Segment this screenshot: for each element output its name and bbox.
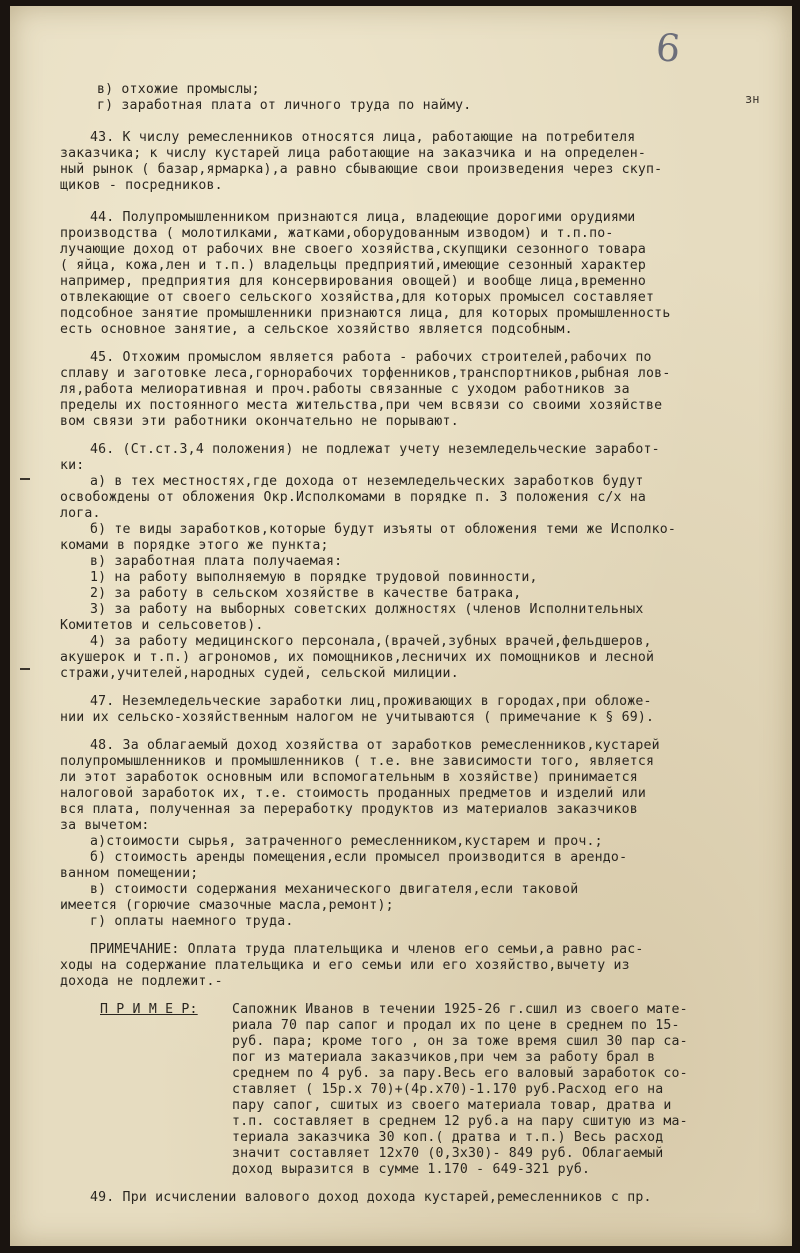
text-line: 43. К числу ремесленников относятся лица, работающие на потребителя	[90, 130, 636, 145]
text-line: ходы на содержание плательщика и его семьи или его хозяйство,вычету из	[60, 958, 630, 973]
text-line: 47. Неземледельческие заработки лиц,проживающих в городах,при обложе-	[90, 694, 652, 709]
text-line: руб. пара; кроме того , он за тоже время сшил 30 пар са-	[232, 1034, 688, 1049]
text-line: среднем по 4 руб. за пару.Весь его валовый заработок со-	[232, 1066, 688, 1081]
text-line: нии их сельско-хозяйственным налогом не учитываются ( примечание к § 69).	[60, 710, 655, 725]
text-line: сплаву и заготовке леса,горнорабочих торфенников,транспортников,рыбная лов-	[60, 366, 671, 381]
margin-tick	[20, 478, 30, 480]
text-line: заказчика; к числу кустарей лица работающие на заказчика и на определен-	[60, 146, 647, 161]
text-line: 44. Полупромышленником признаются лица, владеющие дорогими орудиями	[90, 210, 636, 225]
text-line: 46. (Ст.ст.3,4 положения) не подлежат учету неземледельческие заработ-	[90, 442, 660, 457]
text-line: ки:	[60, 458, 85, 473]
text-line: за вычетом:	[60, 818, 150, 833]
text-line: ( яйца, кожа,лен и т.п.) владельцы предприятий,имеющие сезонный характер	[60, 258, 647, 273]
text-line: ля,работа мелиоративная и проч.работы связанные с уходом работников за	[60, 382, 630, 397]
text-line: а) в тех местностях,где дохода от неземледельческих заработков будут	[90, 474, 644, 489]
text-line: освобождены от обложения Окр.Исполкомами в порядке п. 3 положения с/х на	[60, 490, 647, 505]
margin-tick	[20, 668, 30, 670]
text-line: щиков - посредников.	[60, 178, 223, 193]
text-line: 2) за работу в сельском хозяйстве в качестве батрака,	[90, 586, 522, 601]
text-line: комами в порядке этого же пункта;	[60, 538, 329, 553]
text-line: 48. За облагаемый доход хозяйства от заработков ремесленников,кустарей	[90, 738, 660, 753]
text-line: териала заказчика 30 коп.( дратва и т.п.) Весь расход	[232, 1130, 664, 1145]
text-line: б) те виды заработков,которые будут изъяты от обложения теми же Исполко-	[90, 522, 677, 537]
text-line: б) стоимость аренды помещения,если промысел производится в арендо-	[90, 850, 628, 865]
text-line: вом связи эти работники окончательно не порывают.	[60, 414, 459, 429]
text-line: подсобное занятие промышленники признаются лица, для которых промышленность	[60, 306, 671, 321]
text-line: вся плата, полученная за переработку продуктов из материалов заказчиков	[60, 802, 638, 817]
text-line: 3) за работу на выборных советских должностях (членов Исполнительных	[90, 602, 644, 617]
text-line: ванном помещении;	[60, 866, 199, 881]
example-heading: П Р И М Е Р:	[100, 1002, 198, 1017]
text-line: пог из материала заказчиков,при чем за работу брал в	[232, 1050, 656, 1065]
text-line: в) стоимости содержания механического двигателя,если таковой	[90, 882, 579, 897]
text-line: т.п. составляет в среднем 12 руб.а на пару сшитую из ма-	[232, 1114, 688, 1129]
text-line: в) отхожие промыслы;	[97, 82, 260, 97]
page-number-handwritten: 6	[653, 24, 683, 72]
text-line: дохода не подлежит.-	[60, 974, 223, 989]
text-line: 49. При исчислении валового доход дохода кустарей,ремесленников с пр.	[90, 1190, 652, 1205]
text-line: г) заработная плата от личного труда по найму.	[97, 98, 472, 113]
text-line: пределы их постоянного места жительства,при чем всвязи со своими хозяйстве	[60, 398, 663, 413]
text-line: 1) на работу выполняемую в порядке трудовой повинности,	[90, 570, 538, 585]
text-line: 4) за работу медицинского персонала,(врачей,зубных врачей,фельдшеров,	[90, 634, 652, 649]
text-line: лога.	[60, 506, 101, 521]
text-line: полупромышленников и промышленников ( т.е. вне зависимости того, является	[60, 754, 655, 769]
text-line: значит составляет 12х70 (0,3х30)- 849 руб. Облагаемый	[232, 1146, 664, 1161]
text-line: производства ( молотилками, жатками,оборудованным изводом) и т.п.по-	[60, 226, 614, 241]
document-page	[10, 6, 792, 1246]
text-line: есть основное занятие, а сельское хозяйство является подсобным.	[60, 322, 573, 337]
text-line: например, предприятия для консервирования овощей) и вообще лица,временно	[60, 274, 647, 289]
text-line: отвлекающие от своего сельского хозяйства,для которых промысел составляет	[60, 290, 655, 305]
text-line: пару сапог, сшитых из своего материала товар, дратва и	[232, 1098, 672, 1113]
text-line: ный рынок ( базар,ярмарка),а равно сбывающие свои произведения через скуп-	[60, 162, 663, 177]
text-line: ставляет ( 15р.х 70)+(4р.х70)-1.170 руб.Расход его на	[232, 1082, 664, 1097]
margin-note: зн	[745, 92, 760, 106]
text-line: Комитетов и сельсоветов).	[60, 618, 264, 633]
text-line: ли этот заработок основным или вспомогательным в хозяйстве) принимается	[60, 770, 638, 785]
text-line: акушерок и т.п.) агрономов, их помощников,лесничих их помощников и лесной	[60, 650, 655, 665]
text-line: лучающие доход от рабочих вне своего хозяйства,скупщики сезонного товара	[60, 242, 647, 257]
text-line: налоговой заработок их, т.е. стоимость проданных предметов и изделий или	[60, 786, 647, 801]
text-line: ПРИМЕЧАНИЕ: Оплата труда плательщика и членов его семьи,а равно рас-	[90, 942, 644, 957]
text-line: а)стоимости сырья, затраченного ремесленником,кустарем и проч.;	[90, 834, 603, 849]
text-line: риала 70 пар сапог и продал их по цене в среднем по 15-	[232, 1018, 680, 1033]
text-line: имеется (горючие смазочные масла,ремонт);	[60, 898, 394, 913]
text-line: стражи,учителей,народных судей, сельской милиции.	[60, 666, 459, 681]
text-line: доход выразится в сумме 1.170 - 649-321 руб.	[232, 1162, 591, 1177]
text-line: 45. Отхожим промыслом является работа - рабочих строителей,рабочих по	[90, 350, 652, 365]
text-line: в) заработная плата получаемая:	[90, 554, 343, 569]
text-line: г) оплаты наемного труда.	[90, 914, 294, 929]
text-line: Сапожник Иванов в течении 1925-26 г.сшил из своего мате-	[232, 1002, 688, 1017]
